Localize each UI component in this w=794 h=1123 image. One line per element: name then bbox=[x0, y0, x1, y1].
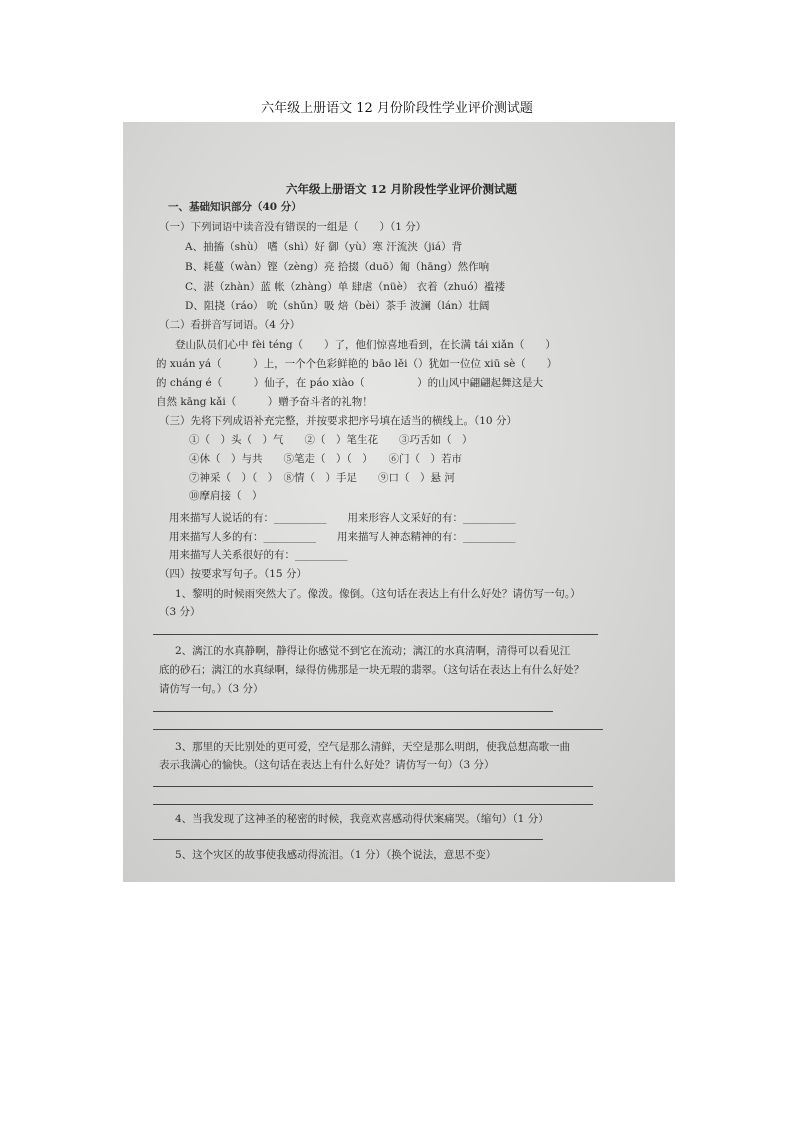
exam-photo bbox=[123, 122, 675, 882]
option-c: C、湛（zhàn）蓝 帐（zhàng）单 肆虐（nüè） 衣着（zhuó）褴褛 bbox=[185, 281, 506, 293]
option-b: B、耗蔓（wàn）铿（zèng）亮 拾掇（duō）匍（hāng）然作响 bbox=[185, 261, 490, 273]
answer-line bbox=[153, 839, 543, 840]
answer-line bbox=[153, 711, 553, 712]
question-title: （三）先将下列成语补充完整，并按要求把序号填在适当的横线上。（10 分） bbox=[159, 415, 517, 427]
sentence-item: 3、那里的天比别处的更可爱，空气是那么清鲜，天空是那么明朗，使我总想高歌一曲 bbox=[175, 741, 571, 753]
fill-line: 用来描写人说话的有：__________ 用来形容人文采好的有：__________ bbox=[169, 512, 516, 524]
sentence-item: 表示我满心的愉快。（这句话在表达上有什么好处？请仿写一句）（3 分） bbox=[159, 759, 495, 771]
exam-title: 六年级上册语文 12 月阶段性学业评价测试题 bbox=[286, 182, 518, 196]
idiom-row: ④休（ ）与共 ⑤笔走（ ）（ ） ⑥门（ ）若市 bbox=[189, 453, 462, 465]
answer-line bbox=[153, 804, 593, 805]
section-heading: 一、基础知识部分（40 分） bbox=[168, 201, 302, 213]
sentence-item: 5、这个灾区的故事使我感动得流泪。（1 分）（换个说法，意思不变） bbox=[175, 849, 497, 861]
answer-line bbox=[153, 786, 593, 787]
idiom-row: ⑩摩肩接（ ） bbox=[189, 490, 263, 502]
sentence-item: 2、漓江的水真静啊，静得让你感觉不到它在流动；漓江的水真清啊，清得可以看见江 bbox=[175, 645, 571, 657]
page-header: 六年级上册语文 12 月份阶段性学业评价测试题 bbox=[261, 101, 533, 116]
option-a: A、抽搐（shù） 嗜（shì）好 御（yù）寒 汗流浃（jiá）背 bbox=[185, 241, 463, 253]
pinyin-line: 登山队员们心中 fèi téng（ ）了，他们惊喜地看到，在长满 tái xiǎn（ ） bbox=[175, 339, 556, 351]
idiom-row: ⑦神采（ ）（ ） ⑧情（ ）手足 ⑨口（ ）悬 河 bbox=[189, 472, 455, 484]
option-d: D、阻挠（ráo） 吮（shǔn）吸 焙（bèi）茶手 波澜（lán）壮阔 bbox=[185, 300, 490, 312]
pinyin-line: 的 cháng é（ ）仙子，在 páo xiào（ ）的山风中翩翩起舞这是大 bbox=[156, 377, 544, 389]
fill-line: 用来描写人关系很好的有：__________ bbox=[169, 549, 348, 561]
question-title: （一）下列词语中读音没有错误的一组是（ ）（1 分） bbox=[159, 221, 427, 233]
sentence-item: （3 分） bbox=[159, 606, 201, 618]
sentence-item: 4、当我发现了这神圣的秘密的时候，我竟欢喜感动得伏案痛哭。（缩句）（1 分） bbox=[175, 813, 549, 825]
idiom-row: ①（ ）头（ ）气 ②（ ）笔生花 ③巧舌如（ ） bbox=[189, 434, 473, 446]
question-title: （四）按要求写句子。（15 分） bbox=[159, 568, 307, 580]
sentence-item: 请仿写一句。）（3 分） bbox=[159, 683, 264, 695]
question-title: （二）看拼音写词语。（4 分） bbox=[159, 319, 301, 331]
answer-line bbox=[153, 729, 603, 730]
pinyin-line: 自然 kāng kǎi（ ）赠予奋斗者的礼物！ bbox=[156, 396, 373, 408]
sentence-item: 底的砂石；漓江的水真绿啊，绿得仿佛那是一块无瑕的翡翠。（这句话在表达上有什么好处？ bbox=[159, 664, 585, 676]
pinyin-line: 的 xuán yá（ ）上，一个个色彩鲜艳的 bāo lěi（）犹如一位位 xiū sè（ ） bbox=[156, 358, 558, 370]
sentence-item: 1、黎明的时候雨突然大了。像泼。像倒。（这句话在表达上有什么好处？请仿写一句。） bbox=[175, 588, 581, 600]
fill-line: 用来描写人多的有：__________ 用来描写人神态精神的有：__________ bbox=[169, 531, 516, 543]
answer-line bbox=[153, 634, 598, 635]
